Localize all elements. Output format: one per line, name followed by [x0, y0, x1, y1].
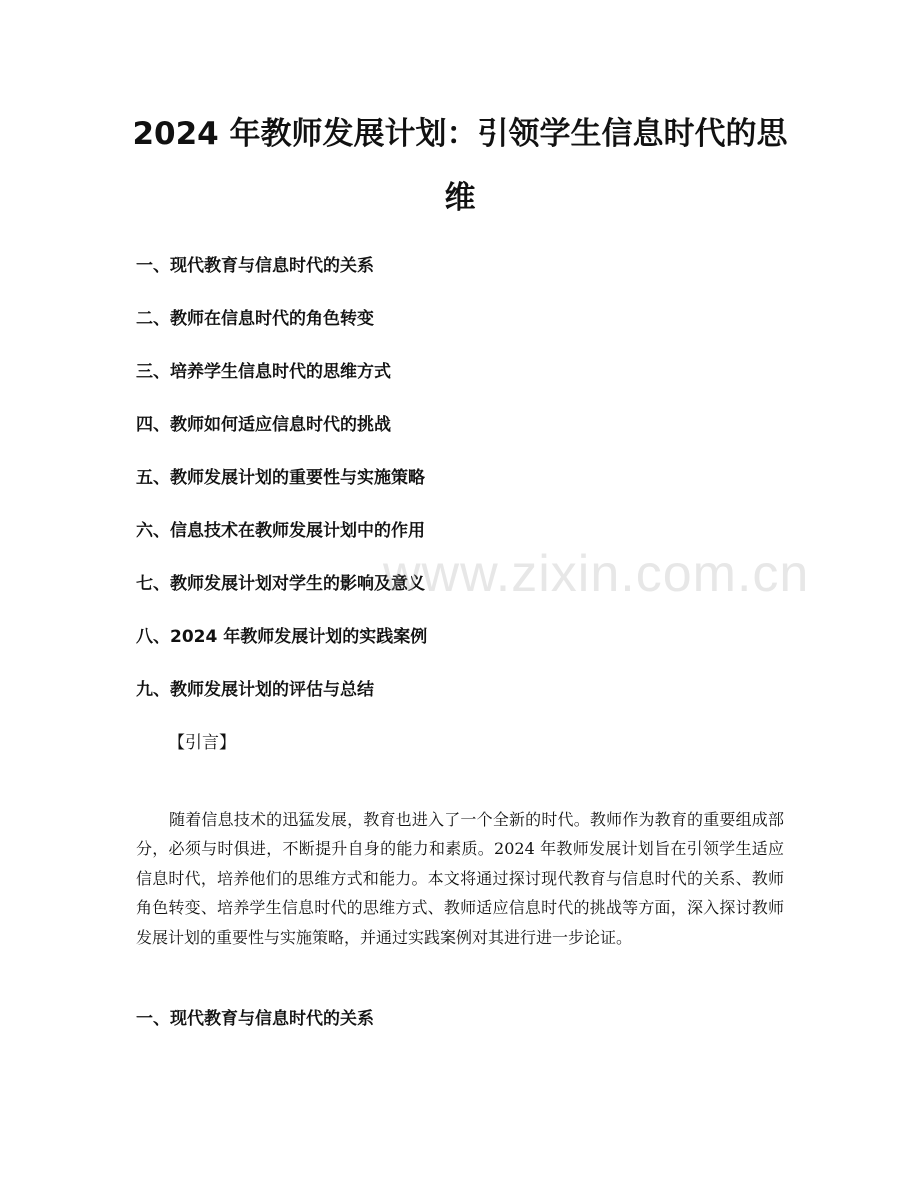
toc-item: 五、教师发展计划的重要性与实施策略 — [136, 468, 425, 488]
section-heading: 一、现代教育与信息时代的关系 — [136, 1009, 374, 1029]
table-of-contents — [136, 252, 786, 729]
document-title: 2024 年教师发展计划：引领学生信息时代的思维 — [132, 116, 788, 216]
toc-item: 七、教师发展计划对学生的影响及意义 — [136, 574, 425, 594]
toc-item: 二、教师在信息时代的角色转变 — [136, 309, 374, 329]
intro-heading: 【引言】 — [168, 733, 236, 753]
toc-item: 六、信息技术在教师发展计划中的作用 — [136, 521, 425, 541]
toc-item: 九、教师发展计划的评估与总结 — [136, 680, 374, 700]
toc-item: 三、培养学生信息时代的思维方式 — [136, 362, 391, 382]
watermark: www.zixin.com.cn — [383, 545, 810, 603]
toc-item: 四、教师如何适应信息时代的挑战 — [136, 415, 391, 435]
toc-item: 八、2024 年教师发展计划的实践案例 — [136, 627, 428, 647]
intro-paragraph: 随着信息技术的迅猛发展，教育也进入了一个全新的时代。教师作为教育的重要组成部分，必须与时俱进，不断提升自身的能力和素质。2024 年教师发展计划旨在引领学生适应信息时代，培养他们的思维方式和能力。本文将通过探讨现代教育与信息时代的关系、教师角色转变、培养学生信息时代的思维方式、教师适应信息时代的挑战等方面，深入探讨教师发展计划的重要性与实施策略，并通过实践案例对其进行进一步论证。 — [136, 810, 784, 947]
toc-item: 一、现代教育与信息时代的关系 — [136, 256, 374, 276]
